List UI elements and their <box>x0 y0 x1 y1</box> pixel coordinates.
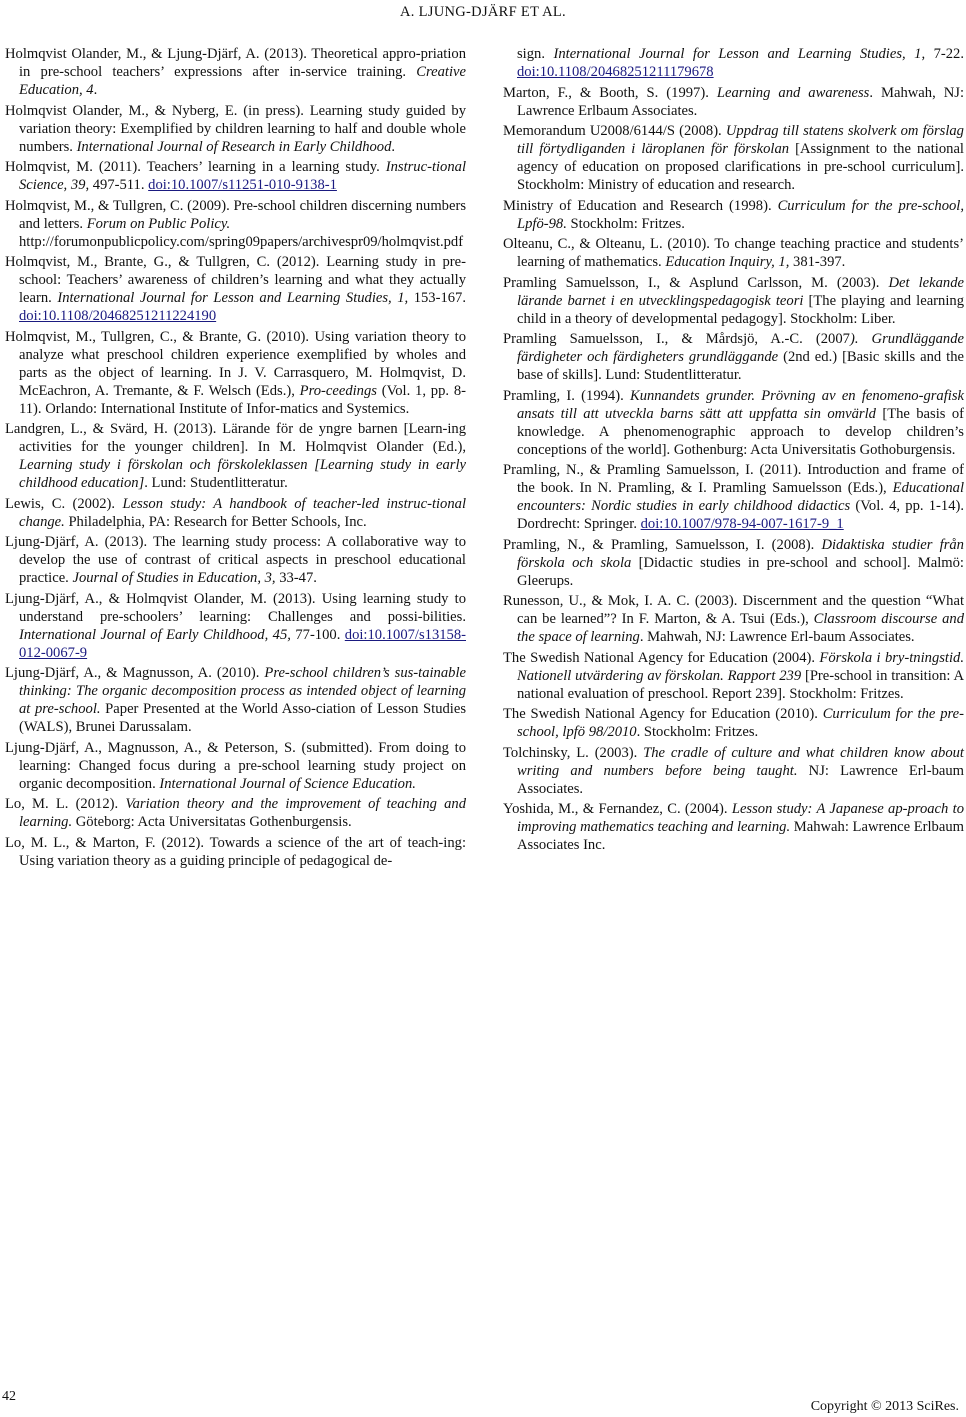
reference-entry <box>5 253 466 325</box>
reference-text: Philadelphia, PA: Research for Better Schools, Inc. <box>64 513 367 530</box>
reference-title: Learning study i förskolan och förskoleklassen [Learning study in early childhood education] <box>19 457 466 491</box>
doi-link[interactable]: doi:10.1108/20468251211179678 <box>517 64 714 80</box>
reference-url: http://forumonpublicpolicy.com/spring09papers/archivespr09/holmqvist.pdf <box>19 233 464 250</box>
reference-text: Memorandum U2008/6144/S (2008). <box>503 123 726 139</box>
reference-entry <box>5 834 466 870</box>
reference-entry <box>503 536 964 590</box>
reference-entry <box>5 197 466 251</box>
reference-entry <box>503 705 964 741</box>
reference-entry <box>5 739 466 793</box>
reference-title: Uppdrag till statens skolverk om förslag till förtydliganden i läroplanen för förskolan <box>517 123 964 157</box>
reference-text: Ljung-Djärf, A. (2013). The learning study process: A collaborative way to develop the use of contrast of critical aspects in preschool educational practice. <box>5 534 466 586</box>
reference-title: Instruc-tional Science, 39, <box>19 159 466 193</box>
reference-title: Classroom discourse and the space of learning <box>517 611 964 645</box>
reference-title: ). Grundläggande färdigheter och färdigheters grundläggande <box>517 331 964 365</box>
reference-title: Förskola i bry-tningstid. Nationell utvärdering av förskolan. Rapport 239 <box>517 649 964 684</box>
reference-entry <box>503 744 964 798</box>
reference-text: Stockholm: Fritzes. <box>566 215 685 232</box>
reference-entry <box>503 592 964 646</box>
reference-text: Holmqvist, M., Brante, G., & Tullgren, C. (2012). Learning study in pre-school: Teachers’ awareness of children’s learning and what they actually learn. <box>5 254 466 306</box>
doi-link[interactable]: doi:10.1007/s11251-010-9138-1 <box>148 177 337 193</box>
reference-title: Learning and awareness <box>716 84 870 101</box>
reference-entry <box>503 330 964 384</box>
reference-text: . <box>391 138 396 155</box>
reference-text: [Assignment to the national agency of education on proposed clarifications in pre-school curriculum]. Stockholm: Ministry of education and research. <box>517 141 964 193</box>
reference-title: Educational encounters: Nordic studies in early childhood didactics <box>517 480 964 514</box>
reference-text: 497-511. <box>89 177 149 193</box>
reference-entry <box>5 102 466 156</box>
doi-link[interactable]: doi:10.1007/s13158-012-0067-9 <box>19 626 466 661</box>
reference-title: Variation theory and the improvement of teaching and learning. <box>19 796 467 830</box>
reference-text: Holmqvist Olander, M., & Nyberg, E. (in press). Learning study guided by variation theory: Exemplified by children learning to half and double whole numbers. <box>5 102 466 155</box>
reference-entry <box>503 45 964 81</box>
reference-title: Pre-school children’s sus-tainable thinking: The organic decomposition process as intended object of learning at pre-school. <box>19 665 466 717</box>
reference-text: sign. <box>517 46 554 62</box>
reference-text: Ljung-Djärf, A., Magnusson, A., & Peterson, S. (submitted). From doing to learning: Changed focus during a pre-school learning study project on organic decomposition. <box>5 739 466 792</box>
reference-text: [The basis of knowledge. A phenomenographic approach to develop children’s conceptions of the world]. Gothenburg: Acta Universitatis Gothoburgensis. <box>517 405 964 458</box>
reference-text: . <box>93 82 98 98</box>
reference-text: Pramling, I. (1994). <box>503 387 630 404</box>
reference-title: Curriculum for the pre-school, Lpfö-98. <box>517 197 965 232</box>
reference-text: The Swedish National Agency for Education (2010). <box>503 706 823 722</box>
reference-text: Holmqvist, M. (2011). Teachers’ learning in a learning study. <box>5 159 386 175</box>
reference-title: Pro-ceedings <box>299 382 377 399</box>
reference-title: Didaktiska studier från förskola och skola <box>517 536 964 571</box>
reference-text: . Mahwah, NJ: Lawrence Erl-baum Associates. <box>639 629 915 645</box>
reference-title: Curriculum for the pre-school, lpfö 98/2010 <box>517 706 965 740</box>
reference-text: The Swedish National Agency for Education (2004). <box>503 649 820 666</box>
reference-text: Holmqvist, M., & Tullgren, C. (2009). Pre-school children discerning numbers and letters. <box>5 197 466 232</box>
reference-text: . Lund: Studentlitteratur. <box>144 475 288 491</box>
reference-title: Education Inquiry, 1, <box>665 254 790 270</box>
reference-text: Paper Presented at the World Asso-ciation of Lesson Studies (WALS), Brunei Darussalam. <box>19 701 466 735</box>
reference-text: (2nd ed.) [Basic skills and the base of skills]. Lund: Studentlitteratur. <box>517 349 964 383</box>
reference-entry <box>5 495 466 531</box>
reference-text: Ljung-Djärf, A., & Holmqvist Olander, M. (2013). Using learning study to understand pre-schoolers’ learning: Challenges and possi-bilities. <box>5 590 466 625</box>
reference-entry <box>503 649 964 703</box>
reference-title: Journal of Studies in Education, 3, <box>72 570 276 586</box>
reference-entry <box>5 664 466 736</box>
reference-title: International Journal for Lesson and Learning Studies, 1, <box>553 46 926 62</box>
references-left-column <box>5 45 466 872</box>
doi-link[interactable]: doi:10.1108/20468251211224190 <box>19 308 217 324</box>
reference-text: (Vol. 1, pp. 8-11). Orlando: International Institute of Infor-matics and Systemics. <box>19 382 466 417</box>
reference-text: Marton, F., & Booth, S. (1997). <box>503 84 717 101</box>
reference-title: Forum on Public Policy. <box>86 215 231 232</box>
reference-text: Lo, M. L., & Marton, F. (2012). Towards a science of the art of teach-ing: Using variation theory as a guiding principle of pedagogical de- <box>5 834 466 869</box>
reference-text: Lo, M. L. (2012). <box>5 796 126 812</box>
reference-text: Lewis, C. (2002). <box>5 495 123 512</box>
reference-text: Pramling Samuelsson, I., & Asplund Carlsson, M. (2003). <box>503 274 889 291</box>
reference-title: International Journal of Science Education. <box>159 775 416 792</box>
reference-text: [Pre-school in transition: A national evaluation of preschool. Report 239]. Stockholm: Fritzes. <box>517 667 964 702</box>
reference-entry <box>5 533 466 587</box>
reference-entry <box>503 461 964 533</box>
reference-text: . Mahwah, NJ: Lawrence Erlbaum Associates. <box>517 84 964 119</box>
copyright-notice: Copyright © 2013 SciRes. <box>810 1399 959 1414</box>
reference-text: Pramling Samuelsson, I., & Mårdsjö, A.-C. (2007 <box>503 331 850 347</box>
reference-entry <box>5 328 466 418</box>
reference-text: Yoshida, M., & Fernandez, C. (2004). <box>503 801 732 817</box>
reference-text: [Didactic studies in pre-school and school]. Malmö: Gleerups. <box>517 554 964 589</box>
reference-title: The cradle of culture and what children know about writing and numbers before being taught. <box>517 744 964 779</box>
reference-text: Ministry of Education and Research (1998). <box>503 197 778 214</box>
reference-text: 153-167. <box>408 290 466 306</box>
reference-text: Olteanu, C., & Olteanu, L. (2010). To change teaching practice and students’ learning of mathematics. <box>503 236 964 270</box>
reference-entry <box>5 420 466 492</box>
reference-entry <box>503 387 964 459</box>
reference-text: Göteborg: Acta Universitatas Gothenburgensis. <box>72 814 352 830</box>
reference-entry <box>503 84 964 120</box>
reference-entry <box>503 122 964 194</box>
reference-text: Pramling, N., & Pramling, Samuelsson, I. (2008). <box>503 536 822 553</box>
reference-title: Det lekande lärande barnet i en utvecklingspedagogisk teori <box>517 274 964 309</box>
reference-text: 7-22. <box>925 46 965 62</box>
references-right-column <box>503 45 964 857</box>
reference-text: [The playing and learning child in a theory of developmental pedagogy]. Stockholm: Liber. <box>517 292 964 327</box>
reference-text: Holmqvist, M., Tullgren, C., & Brante, G. (2010). Using variation theory to analyze what preschool children experience exemplified by wholes and parts as the object of learning. In J. V. Carrasquero, M. Holmqvist, D. McEachron, A. Tremante, & F. Welsch (Eds.), <box>5 328 466 399</box>
reference-text: 77-100. <box>290 626 345 643</box>
reference-entry <box>503 197 964 233</box>
reference-text: Landgren, L., & Svärd, H. (2013). Lärande för de yngre barnen [Learn-ing activities for the younger children]. In M. Holmqvist Olander (Ed.), <box>5 421 466 455</box>
reference-entry <box>503 235 964 271</box>
reference-text: Ljung-Djärf, A., & Magnusson, A. (2010). <box>5 665 265 681</box>
reference-title: Creative Education, 4 <box>19 64 466 98</box>
reference-text: Mahwah: Lawrence Erlbaum Associates Inc. <box>517 819 964 853</box>
reference-title: International Journal of Research in Early Childhood <box>76 138 392 155</box>
reference-entry <box>5 45 466 99</box>
reference-title: Kunnandets grunder. Prövning av en fenomeno-grafisk ansats till att utveckla barns sätt att uppfatta sin omvärld <box>517 387 964 422</box>
reference-text: Holmqvist Olander, M., & Ljung-Djärf, A. (2013). Theoretical appro-priation in pre-school teachers’ expressions after in-service training. <box>5 46 466 80</box>
reference-title: Lesson study: A Japanese ap-proach to improving mathematics teaching and learning. <box>517 801 964 835</box>
running-head: A. LJUNG-DJÄRF ET AL. <box>400 4 566 20</box>
reference-title: Lesson study: A handbook of teacher-led instruc-tional change. <box>19 495 466 530</box>
reference-text: (Vol. 4, pp. 1-14). Dordrecht: Springer. <box>517 498 965 532</box>
reference-title: International Journal for Lesson and Learning Studies, 1, <box>57 290 409 306</box>
reference-entry <box>503 800 964 854</box>
reference-entry <box>5 795 466 831</box>
reference-text: NJ: Lawrence Erl-baum Associates. <box>517 762 964 797</box>
reference-text: 33-47. <box>275 570 317 586</box>
reference-title: International Journal of Early Childhood, 45, <box>19 626 291 643</box>
reference-text: 381-397. <box>789 254 846 270</box>
reference-entry <box>503 274 964 328</box>
reference-text: Tolchinsky, L. (2003). <box>503 744 644 761</box>
doi-link[interactable]: doi:10.1007/978-94-007-1617-9_1 <box>640 516 844 532</box>
reference-text: Pramling, N., & Pramling Samuelsson, I. (2011). Introduction and frame of the book. In N. Pramling, & I. Pramling Samuelsson (Eds.), <box>503 462 964 496</box>
reference-entry <box>5 590 466 662</box>
page-number: 42 <box>2 1389 16 1404</box>
reference-text: . Stockholm: Fritzes. <box>636 724 759 740</box>
reference-text: Runesson, U., & Mok, I. A. C. (2003). Discernment and the question “What can be learned”? In F. Marton, & A. Tsui (Eds.), <box>503 593 964 627</box>
reference-entry <box>5 158 466 194</box>
